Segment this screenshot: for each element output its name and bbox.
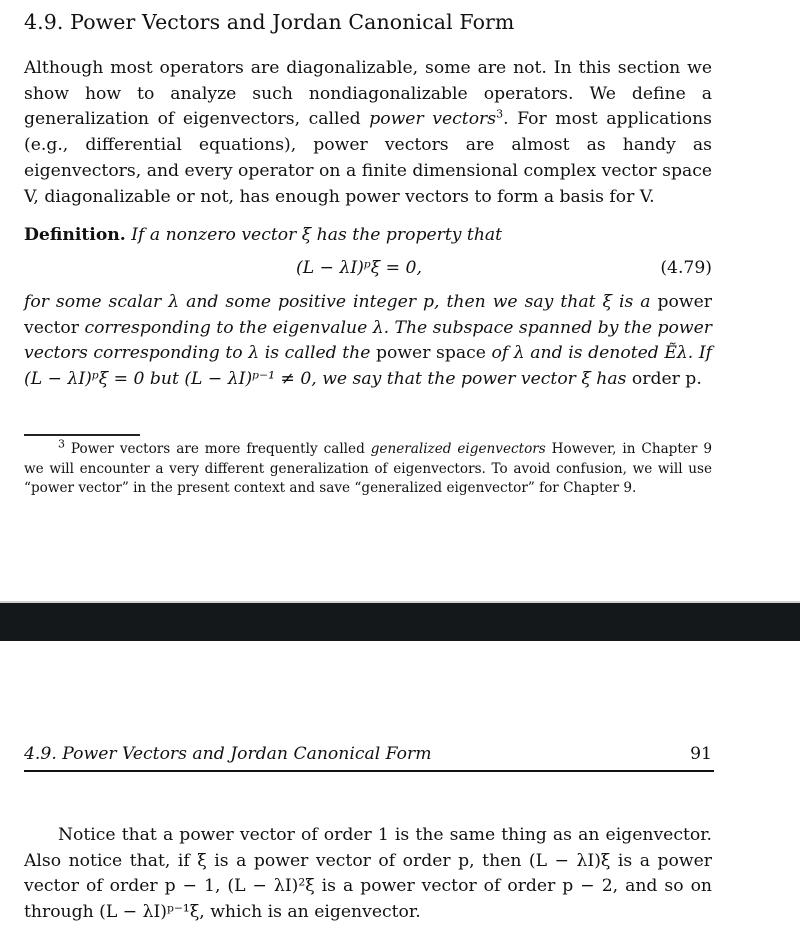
running-header-title: 4.9. Power Vectors and Jordan Canonical Form	[24, 744, 432, 764]
footnote-text-2: However, in Chapter 9 we will encounter a very different generalization of eigenvectors. To avoid confusion, we will use “power vector” in the present context and save “generalized eigenvector” for Chapter 9.	[24, 441, 712, 496]
section-title-text: Power Vectors and Jordan Canonical Form	[70, 10, 515, 34]
definition-lead	[24, 223, 712, 249]
term-power-space: power space	[375, 343, 486, 364]
definition-text-b: corresponding to the eigenvalue λ. The subspace spanned by the power vectors corresponding to λ is called the	[24, 317, 712, 364]
definition-text-c: of λ and is denoted Ẽλ. If (L − λI)ᵖξ = 0 but (L − λI)ᵖ⁻¹ ≠ 0, we say that the power vector ξ has	[24, 343, 713, 390]
running-header-rule	[24, 770, 714, 772]
section-title	[24, 10, 712, 34]
equation-number: (4.79)	[660, 258, 712, 278]
equation-formula: (L − λI)ᵖξ = 0,	[296, 258, 422, 278]
term-order: order p	[631, 369, 697, 390]
intro-text-1: Although most operators are diagonalizable, some are not. In this section we show how to analyze such nondiagonalizable operators. We define a generalization of eigenvectors, called	[24, 58, 712, 130]
intro-text-2: . For most applications (e.g., differential equations), power vectors are almost as handy as eigenvectors, and every operator on a finite dimensional complex vector space V, diagonalizable or not, has enough power vectors to form a basis for V.	[24, 109, 712, 207]
next-paragraph-text: Notice that a power vector of order 1 is the same thing as an eigenvector. Also notice that, if ξ is a power vector of order p, then (L − λI)ξ is a power vector of order p − 1, (L − λI)²ξ is a power vector of order p − 2, and so on through (L − λI)ᵖ⁻¹ξ, which is an eigenvector.	[24, 825, 712, 923]
footnote-rule	[24, 434, 140, 436]
intro-paragraph	[24, 56, 712, 210]
footnote-text-1: Power vectors are more frequently called	[65, 441, 371, 457]
definition-label: Definition.	[24, 225, 126, 245]
term-power-vector: power vector	[24, 292, 712, 338]
page-divider	[0, 603, 800, 641]
equation-4-79	[24, 258, 712, 284]
footnote-mark: 3	[58, 437, 65, 451]
footnote-3	[24, 437, 712, 499]
definition-text-a: for some scalar λ and some positive integer p, then we say that ξ is a	[24, 292, 658, 312]
definition-text-d: .	[696, 369, 702, 390]
section-number: 4.9.	[24, 10, 64, 34]
definition-lead-text: If a nonzero vector ξ has the property that	[131, 225, 503, 245]
page-number: 91	[690, 744, 712, 764]
footnote-term: generalized eigenvectors	[370, 441, 546, 457]
running-header	[24, 744, 712, 770]
term-power-vectors: power vectors	[369, 109, 497, 130]
next-paragraph	[24, 823, 712, 926]
footnote-reference[interactable]: 3	[496, 107, 504, 121]
definition-body	[24, 290, 712, 393]
